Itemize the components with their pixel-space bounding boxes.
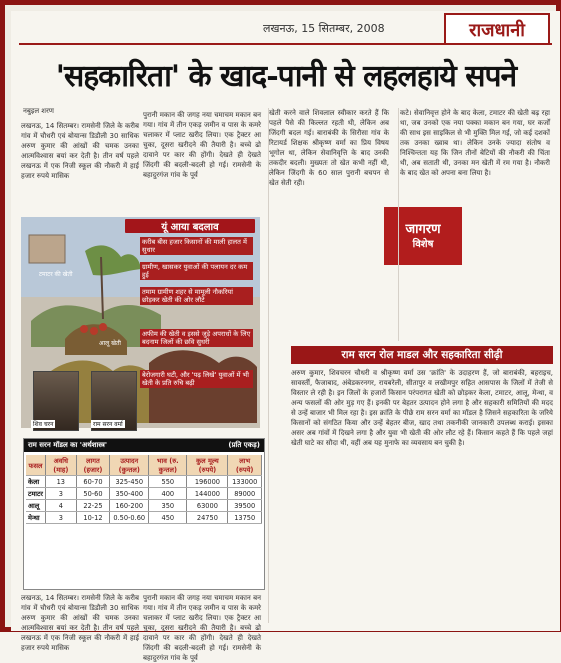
masthead: [11, 11, 560, 45]
economics-table: [26, 455, 262, 524]
table-cell: 89000: [228, 488, 262, 500]
table-row: [26, 500, 262, 512]
graphic-point-3: तमाम ग्रामीण शहर से मामूली नौकरियां छोड़कर खेती की ओर लौटे: [140, 287, 253, 305]
table-cell: 3: [46, 512, 77, 524]
table-header-cost: लागत (हजार): [76, 455, 110, 476]
economics-table-box: [23, 438, 265, 590]
right-article-body: अरुण कुमार, शिवचरन चौधरी व श्रीकृष्ण वर्मा उस 'क्रांति' के उदाहरण हैं, जो बाराबंकी, बहराइच, सावर्स्ती, फैजाबाद, अंबेडकरनगर, रायबरेली, सीतापुर व लखीमपुर सहित आसपास के जिलों में तेजी से विस्तार ले रही है। इन जिलों के हजारों किसान परंपरागत खेती को छोड़कर केला, टमाटर, आलू, मेन्था, व अन्य फसलों की ओर मुड़ गए हैं। इनकी पर बेहतर उत्पादन होने लगा है और सहकारी समितियों की मदद से उन्हें बाजार भी मिल रहा है। इस क्रांति के पीछे राम सरन वर्मा का मॉडल है जिसने सहकारिता के जरिये किसानों को संगठित किया और उन्हें बेहतर बीज, खाद तथा तकनीकी जानकारी उपलब्ध कराई। इसका असर अब गांवों में दिखने लगा है और युवा भी खेती की ओर लौट रहे हैं। किसान कहते हैं कि पहले जहां खेती घाटे का सौदा थी, वहीं अब यह मुनाफे का व्यवसाय बन चुकी है।: [291, 369, 553, 447]
middle-right-column-text: खेती करने वाले शिवलाल स्वीकार करते हैं कि पहले पैसे की किल्लत रहती थी, लेकिन अब जिंदगी बदल गई। बाराबंकी के सिरौसा गांव के रिटायर्ड शिक्षक श्रीकृष्ण वर्मा का प्रिय विषय भूगोल था, लेकिन सेवानिवृत्ति के बाद उनकी तकदीर बदली। मुख्यतः तो खेत कभी नहीं थी, लेकिन जिंदगी के 60 साल पुरानी बचपन से खेत सेती रही।: [269, 109, 389, 187]
table-cell: 50-60: [76, 488, 110, 500]
table-cell: आलू: [26, 500, 46, 512]
byline: नबुइल शरण: [23, 107, 54, 115]
photo-label-2: आलू खेती: [99, 340, 121, 347]
table-cell: 63000: [187, 500, 228, 512]
header-rule: [19, 43, 552, 45]
table-cell: मेन्था: [26, 512, 46, 524]
table-cell: 144000: [187, 488, 228, 500]
table-row: [26, 476, 262, 488]
right-article-title: राम सरन रोल माडल और सहकारिता सीढ़ी: [291, 346, 553, 364]
bottom-left-text: लखनऊ, 14 सितम्बर। रामसेनी जिले के करीब गांव में चौधरी एवं बोयान्स डिडौली 30 साधिक अरुण कुमार की आंखों की चमक उनका आत्मविश्वास बयां कर देती है। तीन वर्ष पहले लखनऊ में एक निजी स्कूल की नौकरी में हाई हजार रुपये मासिक: [21, 594, 139, 652]
jagran-special-badge: [384, 207, 462, 265]
table-cell: 3: [46, 488, 77, 500]
table-cell: 160-200: [110, 500, 149, 512]
table-row: [26, 488, 262, 500]
table-cell: 13750: [228, 512, 262, 524]
section-title: राजधानी: [444, 13, 550, 45]
table-cell: टमाटर: [26, 488, 46, 500]
table-cell: 325-450: [110, 476, 149, 488]
table-header-production: उत्पादन (कुन्तल): [110, 455, 149, 476]
table-cell: 60-70: [76, 476, 110, 488]
person-name-1: शिव चरन: [33, 421, 54, 428]
right-feature-article: [291, 346, 553, 610]
table-cell: 4: [46, 500, 77, 512]
table-cell: 550: [149, 476, 187, 488]
middle-column-text: पुरानी मकान की जगह नया चमाचम मकान बन गया। गांव में तीन एकड़ जमीन व पास के कमरे चलाकर में प्लाट खरीद लिया। एक ट्रैक्टर आ चुका, दूसरा खरीदने की तैयारी है। बच्चे ढो दावाने पर कार की होंगी। देखते ही देखते जिंदगी की बदली-बदली हो गई। रामसेनी के बहादुरगंज गांव के पूर्व: [143, 111, 261, 179]
table-cell: 350: [149, 500, 187, 512]
graphic-point-2: ग्रामीण, खासकर युवाओं की पलायन दर कम हुई: [140, 262, 253, 280]
column-divider-2: [398, 108, 399, 341]
infographic-panel: [21, 217, 260, 428]
table-cell: 196000: [187, 476, 228, 488]
table-header-price: भाव (रु. कुन्तल): [149, 455, 187, 476]
table-cell: 10-12: [76, 512, 110, 524]
table-cell: केला: [26, 476, 46, 488]
table-header-duration: अवधि (माह): [46, 455, 77, 476]
headline: 'सहकारिता' के खाद-पानी से लहलहाये सपने: [55, 58, 517, 94]
special-badge-top: जागरण: [405, 222, 441, 237]
table-header-profit: लाभ (रुपये): [228, 455, 262, 476]
graphic-point-5: बेरोजगारी घटी, और 'पढ़ लिखे' युवाओं में भी खेती के प्रति रुचि बढ़ी: [140, 370, 253, 388]
left-column-text: लखनऊ, 14 सितम्बर। रामसेनी जिले के करीब गांव में चौधरी एवं बोयान्स डिडौली 30 साधिक अरुण कुमार की आंखों की चमक उनका आत्मविश्वास बयां कर देती है। तीन वर्ष पहले लखनऊ में एक निजी स्कूल की नौकरी में हाई हजार रुपये मासिक: [21, 122, 139, 180]
table-row: [26, 512, 262, 524]
graphic-point-1: करीब बीस हजार किसानों की माली हालत में सुधार: [140, 237, 253, 255]
special-badge-bottom: विशेष: [412, 239, 434, 250]
table-header-total-value: कुल मूल्य (रुपये): [187, 455, 228, 476]
table-cell: 22-25: [76, 500, 110, 512]
right-column-text: कटे। सेवानिवृत्त होने के बाद केला, टमाटर की खेती बढ़ रहा था, जब उनको एक नया पक्का मकान बन गया, घर कर्जों की साथ इस साइकिल से भी मुक्ति मिल गई, जो कई दशकों तक उनका ख्वाब था। लेकिन उनके ज्यादा संतोष व निश्चिन्तता यह कि जिन तीनों बेटियों की नौकरी की चिंता थी, अब सताती थी, उनका मन खेती में रम गया है। नौकरी के बाद खेत को अपना बना लिया है।: [400, 109, 550, 177]
newspaper-page: [11, 11, 560, 662]
table-cell: 24750: [187, 512, 228, 524]
bottom-middle-text: पुरानी मकान की जगह नया चमाचम मकान बन गया। गांव में तीन एकड़ जमीन व पास के कमरे चलाकर में प्लाट खरीद लिया। एक ट्रैक्टर आ चुका, दूसरा खरीदने की तैयारी है। बच्चे ढो दावाने पर कार की होंगी। देखते ही देखते जिंदगी की बदली-बदली हो गई। रामसेनी के बहादुरगंज गांव के पूर्व: [143, 594, 261, 662]
table-note: (प्रति एकड़): [228, 441, 260, 449]
table-cell: 0.50-0.60: [110, 512, 149, 524]
table-cell: 400: [149, 488, 187, 500]
table-cell: 350-400: [110, 488, 149, 500]
column-divider-1: [268, 108, 269, 623]
table-cell: 133000: [228, 476, 262, 488]
table-title: राम सरन मॉडल का 'अर्थशास्त्र': [28, 441, 108, 449]
table-cell: 13: [46, 476, 77, 488]
table-header-crop: फसल: [26, 455, 46, 476]
person-name-2: राम सरन वर्मा: [93, 421, 123, 428]
graphic-title: यूं आया बदलाव: [125, 219, 255, 233]
table-cell: 39500: [228, 500, 262, 512]
graphic-point-4: अफीम की खेती व इससे जुड़े अपराधों के लिए बदनाम जिलों की छवि सुधरी: [140, 329, 253, 347]
issue-date: लखनऊ, 15 सितम्बर, 2008: [263, 22, 385, 35]
photo-label-1: टमाटर की खेती: [39, 271, 73, 278]
table-title-bar: [24, 439, 264, 452]
table-header-row: [26, 455, 262, 476]
table-cell: 450: [149, 512, 187, 524]
